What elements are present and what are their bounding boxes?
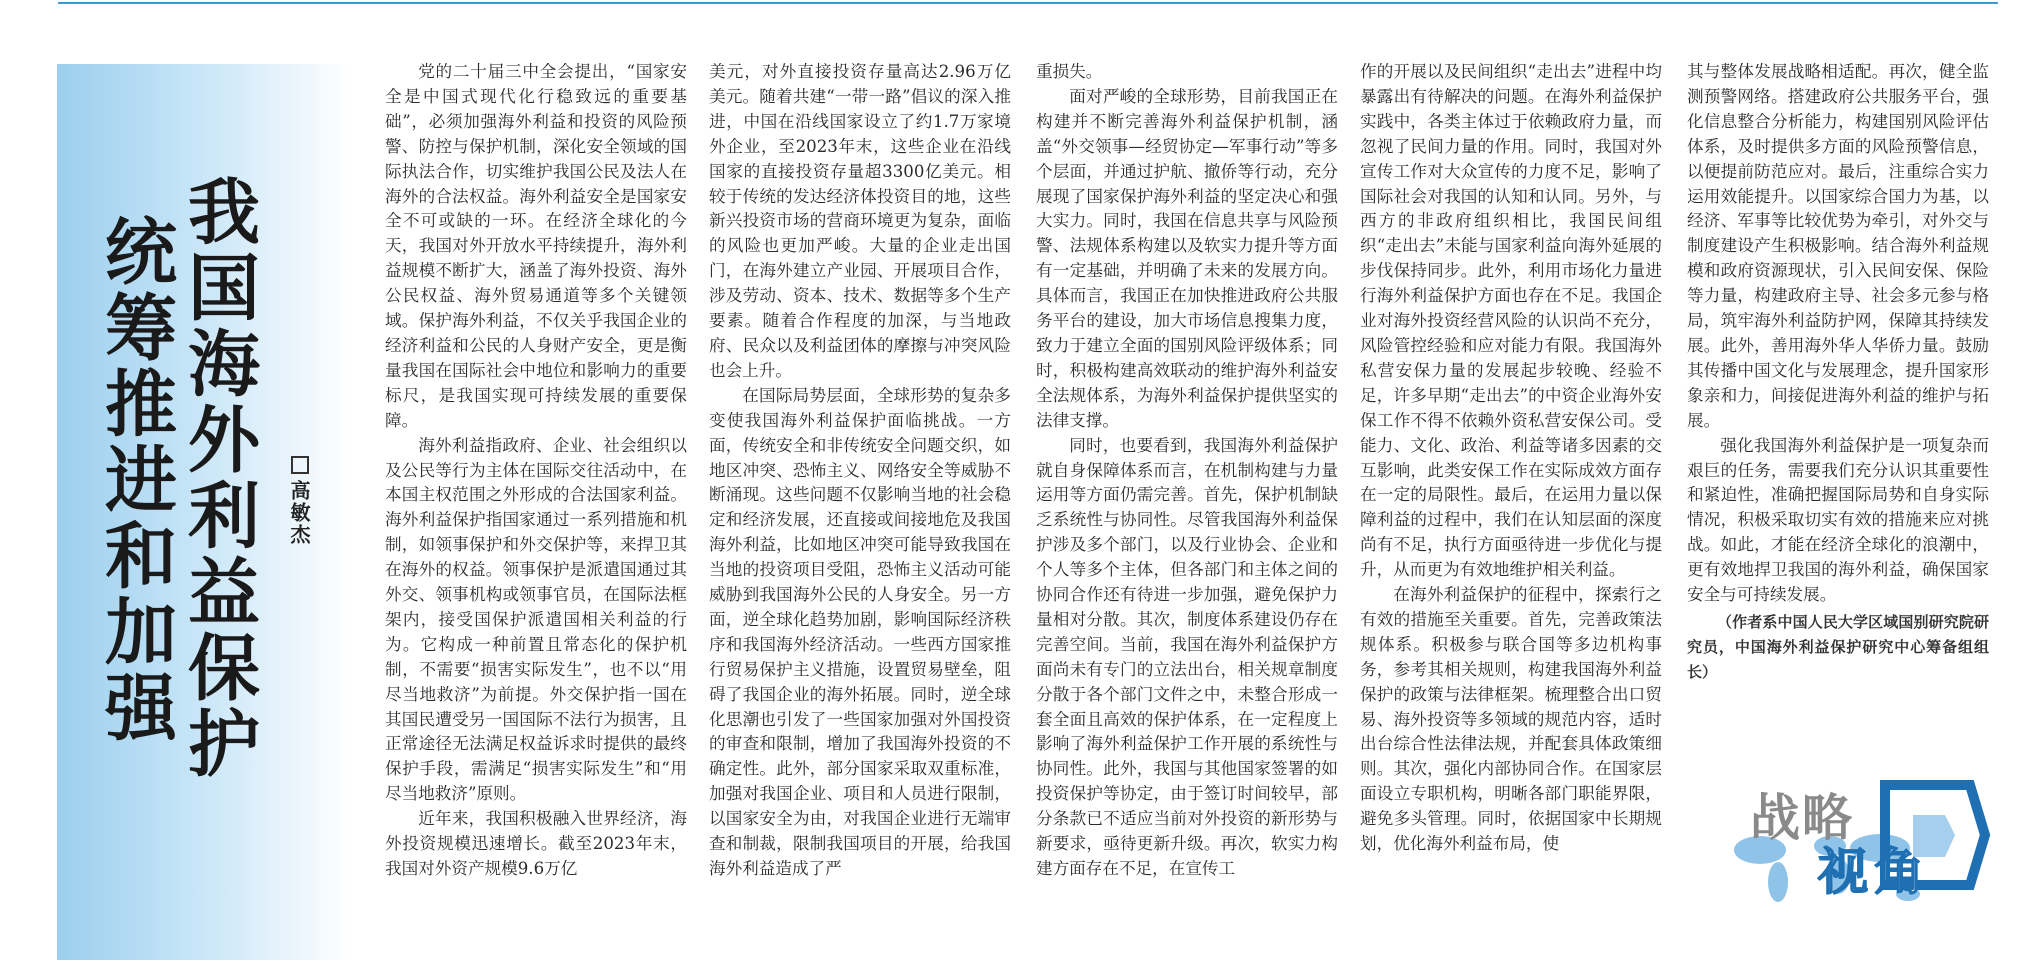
article-column-3 bbox=[1036, 60, 1338, 965]
byline-box-icon bbox=[291, 456, 309, 474]
paragraph: 面对严峻的全球形势，目前我国正在构建并不断完善海外利益保护机制，涵盖“外交领事—经贸协定—军事行动”等多个层面，并通过护航、撤侨等行动，充分展现了国家保护海外利益的坚定决心和强大实力。同时，我国在信息共享与风险预警、法规体系构建以及软实力提升等方面有一定基础，并明确了未来的发展方向。具体而言，我国正在加快推进政府公共服务平台的建设，加大市场信息搜集力度，致力于建立全面的国别风险评级体系；同时，积极构建高效联动的维护海外利益安全法规体系，为海外利益保护提供坚实的法律支撑。 bbox=[1036, 86, 1338, 430]
author-name: 高敏杰 bbox=[287, 480, 311, 546]
article-column-1 bbox=[385, 60, 687, 965]
paragraph: 党的二十届三中全会提出，“国家安全是中国式现代化行稳致远的重要基础”，必须加强海外利益和投资的风险预警、防控与保护机制，深化安全领域的国际执法合作，切实维护我国公民及法人在海外的合法权益。海外利益安全是国家安全不可或缺的一环。在经济全球化的今天，我国对外开放水平持续提升，海外利益规模不断扩大，涵盖了海外投资、海外公民权益、海外贸易通道等多个关键领域。保护海外利益，不仅关乎我国企业的经济利益和公民的人身财产安全，更是衡量我国在国际社会中地位和影响力的重要标尺，是我国实现可持续发展的重要保障。 bbox=[385, 62, 687, 430]
headline-line-1: 我国海外利益保护 bbox=[176, 174, 260, 782]
column-logo bbox=[1700, 760, 2000, 960]
top-rule bbox=[58, 2, 1998, 4]
byline bbox=[285, 456, 314, 546]
paragraph: 海外利益指政府、企业、社会组织以及公民等行为主体在国际交往活动中，在本国主权范围之外形成的合法国家利益。海外利益保护指国家通过一系列措施和机制，如领事保护和外交保护等，来捍卫其在海外的权益。领事保护是派遣国通过其外交、领事机构或领事官员，在国际法框架内，接受国保护派遣国相关利益的行为。它构成一种前置且常态化的保护机制，不需要“损害实际发生”，也不以“用尽当地救济”为前提。外交保护指一国在其国民遭受另一国国际不法行为损害，且正常途径无法满足权益诉求时提供的最终保护手段，需满足“损害实际发生”和“用尽当地救济”原则。 bbox=[385, 435, 687, 804]
paragraph: 近年来，我国积极融入世界经济，海外投资规模迅速增长。截至2023年末，我国对外资产规模9.6万亿 bbox=[385, 809, 687, 878]
paragraph: 美元，对外直接投资存量高达2.96万亿美元。随着共建“一带一路”倡议的深入推进，中国在沿线国家设立了约1.7万家境外企业，至2023年末，这些企业在沿线国家的直接投资存量超3300亿美元。相较于传统的发达经济体投资目的地，这些新兴投资市场的营商环境更为复杂，面临的风险也更加严峻。大量的企业走出国门，在海外建立产业园、开展项目合作，涉及劳动、资本、技术、数据等多个生产要素。随着合作程度的加深，与当地政府、民众以及利益团体的摩擦与冲突风险也会上升。 bbox=[709, 62, 1011, 380]
logo-text-line-1: 战略 bbox=[1750, 789, 1854, 847]
paragraph: 重损失。 bbox=[1036, 62, 1103, 81]
paragraph: 在海外利益保护的征程中，探索行之有效的措施至关重要。首先，完善政策法规体系。积极参与联合国等多边机构事务，参考其相关规则，构建我国海外利益保护的政策与法律框架。梳理整合出口贸易、海外投资等多领域的规范内容，适时出台综合性法律法规，并配套具体政策细则。其次，强化内部协同合作。在国家层面设立专职机构，明晰各部门职能界限，避免多头管理。同时，依据国家中长期规划，优化海外利益布局，使 bbox=[1360, 585, 1662, 854]
paragraph: 作的开展以及民间组织“走出去”进程中均暴露出有待解决的问题。在海外利益保护实践中，各类主体过于依赖政府力量，而忽视了民间力量的作用。同时，我国对外宣传工作对大众宣传的力度不足，影响了国际社会对我国的认知和认同。另外，与西方的非政府组织相比，我国民间组织“走出去”未能与国家利益向海外延展的步伐保持同步。此外，利用市场化力量进行海外利益保护方面也存在不足。我国企业对海外投资经营风险的认识尚不充分，风险管控经验和应对能力有限。我国海外私营安保力量的发展起步较晚、经验不足，许多早期“走出去”的中资企业海外安保工作不得不依赖外资私营安保公司。受能力、文化、政治、利益等诸多因素的交互影响，此类安保工作在实际成效方面存在一定的局限性。最后，在运用力量以保障利益的过程中，我们在认知层面的深度尚有不足，执行方面亟待进一步优化与提升，从而更为有效地维护相关利益。 bbox=[1360, 62, 1662, 580]
paragraph: 其与整体发展战略相适配。再次，健全监测预警网络。搭建政府公共服务平台，强化信息整合分析能力，构建国别风险评估体系，及时提供多方面的风险预警信息，以便提前防范应对。最后，注重综合实力运用效能提升。以国家综合国力为基，以经济、军事等比较优势为牵引，对外交与制度建设产生积极影响。结合海外利益规模和政府资源现状，引入民间安保、保险等力量，构建政府主导、社会多元参与格局，筑牢海外利益防护网，保障其持续发展。此外，善用海外华人华侨力量。鼓励其传播中国文化与发展理念，提升国家形象亲和力，间接促进海外利益的维护与拓展。 bbox=[1687, 62, 1989, 430]
logo-text-line-2: 视角 bbox=[1818, 843, 1930, 901]
paragraph: 在国际局势层面，全球形势的复杂多变使我国海外利益保护面临挑战。一方面，传统安全和非传统安全问题交织，如地区冲突、恐怖主义、网络安全等威胁不断涌现。这些问题不仅影响当地的社会稳定和经济发展，还直接或间接地危及我国海外利益，比如地区冲突可能导致我国在当地的投资项目受阻，恐怖主义活动可能威胁到我国海外公民的人身安全。另一方面，逆全球化趋势加剧，影响国际经济秩序和我国海外经济活动。一些西方国家推行贸易保护主义措施，设置贸易壁垒，阻碍了我国企业的海外拓展。同时，逆全球化思潮也引发了一些国家加强对外国投资的审查和限制，增加了我国海外投资的不确定性。此外，部分国家采取双重标准，加强对我国企业、项目和人员进行限制，以国家安全为由，对我国企业进行无端审查和制裁，限制我国项目的开展，给我国海外利益造成了严 bbox=[709, 385, 1011, 878]
author-note: （作者系中国人民大学区域国别研究院研究员，中国海外利益保护研究中心筹备组组长） bbox=[1687, 612, 1989, 681]
article-column-4 bbox=[1360, 60, 1662, 965]
headline-line-2: 统筹推进和加强 bbox=[93, 214, 177, 746]
paragraph: 强化我国海外利益保护是一项复杂而艰巨的任务，需要我们充分认识其重要性和紧迫性，准确把握国际局势和自身实际情况，积极采取切实有效的措施来应对挑战。如此，才能在经济全球化的浪潮中，更有效地捍卫我国的海外利益，确保国家安全与可持续发展。 bbox=[1687, 435, 1989, 605]
paragraph: 同时，也要看到，我国海外利益保护就自身保障体系而言，在机制构建与力量运用等方面仍需完善。首先，保护机制缺乏系统性与协同性。尽管我国海外利益保护涉及多个部门，以及行业协会、企业和个人等多个主体，但各部门和主体之间的协同合作还有待进一步加强，避免保护力量相对分散。其次，制度体系建设仍存在完善空间。当前，我国在海外利益保护方面尚未有专门的立法出台，相关规章制度分散于各个部门文件之中，未整合形成一套全面且高效的保护体系，在一定程度上影响了海外利益保护工作开展的系统性与协同性。此外，我国与其他国家签署的如投资保护等协定，由于签订时间较早，部分条款已不适应当前对外投资的新形势与新要求，亟待更新升级。再次，软实力构建方面存在不足，在宣传工 bbox=[1036, 435, 1338, 878]
article-column-2 bbox=[709, 60, 1011, 965]
